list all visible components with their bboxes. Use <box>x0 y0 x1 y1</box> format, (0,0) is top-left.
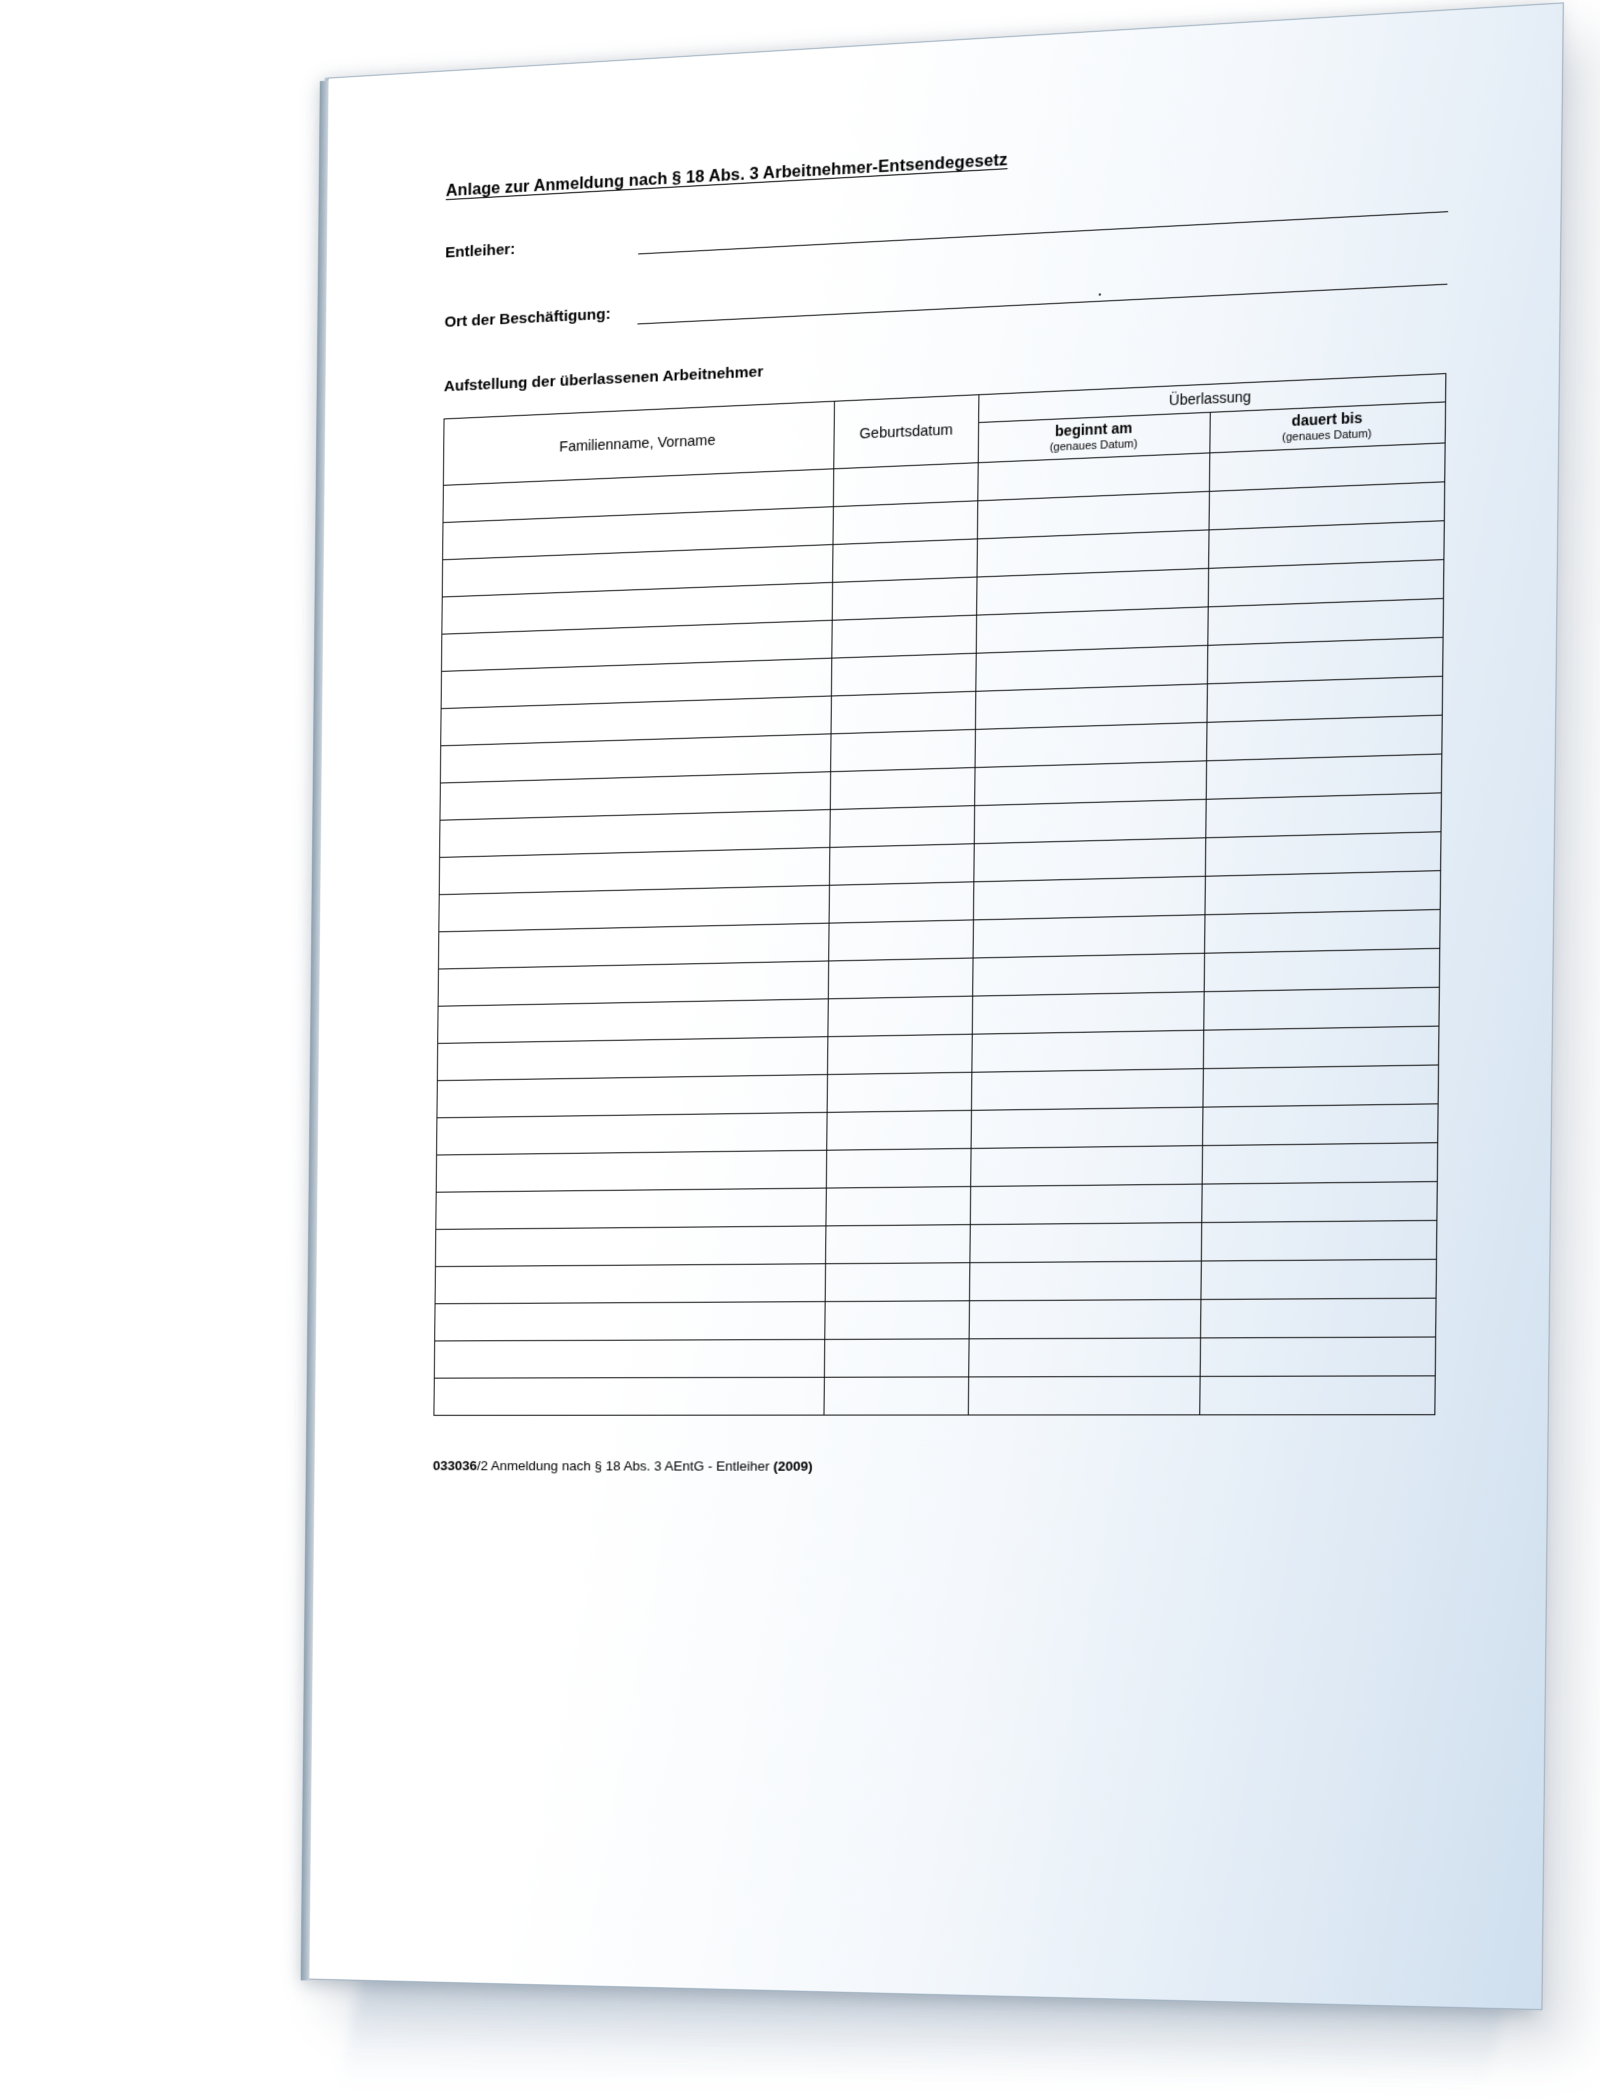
table-body <box>434 443 1445 1415</box>
table-cell[interactable] <box>435 1226 825 1267</box>
table-cell[interactable] <box>974 838 1205 882</box>
table-cell[interactable] <box>436 1188 826 1229</box>
column-header-end-label: dauert bis <box>1291 409 1363 430</box>
paper-sheet-wrapper <box>318 78 1528 1978</box>
table-cell[interactable] <box>832 615 977 658</box>
table-cell[interactable] <box>1203 987 1439 1030</box>
table-cell[interactable] <box>975 761 1206 806</box>
table-cell[interactable] <box>827 1072 972 1112</box>
field-ort-der-beschaeftigung <box>444 258 1447 334</box>
table-cell[interactable] <box>827 1034 972 1074</box>
table-cell[interactable] <box>1202 1104 1438 1146</box>
table-cell[interactable] <box>434 1377 824 1415</box>
table-cell[interactable] <box>972 1069 1203 1111</box>
table-cell[interactable] <box>833 463 978 507</box>
section-title: Aufstellung der überlassenen Arbeitnehmer <box>443 363 764 396</box>
table-cell[interactable] <box>1199 1376 1435 1415</box>
footer-description: /2 Anmeldung nach § 18 Abs. 3 AEntG - Entleiher <box>476 1458 774 1474</box>
table-cell[interactable] <box>435 1302 825 1341</box>
column-header-end-sublabel: (genaues Datum) <box>1281 427 1372 444</box>
table-cell[interactable] <box>1203 1065 1439 1107</box>
table-cell[interactable] <box>824 1339 969 1377</box>
footer-form-code: 033036 <box>432 1458 478 1474</box>
table-cell[interactable] <box>829 844 974 886</box>
table-cell[interactable] <box>828 920 973 961</box>
table-cell[interactable] <box>826 1187 971 1226</box>
page-title: Anlage zur Anmeldung nach § 18 Abs. 3 Arbeitnehmer-Entsendegesetz <box>445 150 1008 201</box>
table-cell[interactable] <box>436 1150 826 1192</box>
page-footer <box>433 1458 1435 1475</box>
table-cell[interactable] <box>974 876 1205 920</box>
table-cell[interactable] <box>831 691 976 734</box>
table-cell[interactable] <box>826 1148 971 1188</box>
table-cell[interactable] <box>824 1377 969 1415</box>
table-cell[interactable] <box>1206 715 1442 761</box>
field-entleiher <box>445 186 1448 265</box>
table-cell[interactable] <box>974 799 1205 843</box>
table-cell[interactable] <box>1203 1026 1439 1069</box>
table-cell[interactable] <box>973 915 1204 958</box>
table-cell[interactable] <box>833 501 978 545</box>
document-page <box>309 3 1562 2009</box>
table-cell[interactable] <box>827 1110 972 1150</box>
table-cell[interactable] <box>1201 1220 1437 1261</box>
table-cell[interactable] <box>1201 1182 1437 1223</box>
table-cell[interactable] <box>435 1264 825 1304</box>
table-cell[interactable] <box>830 768 975 810</box>
table-cell[interactable] <box>1200 1298 1436 1338</box>
table-cell[interactable] <box>1205 793 1441 838</box>
stray-dot-mark <box>1099 293 1101 295</box>
column-header-start-sublabel: (genaues Datum) <box>1049 437 1138 454</box>
table-cell[interactable] <box>825 1225 970 1264</box>
table-cell[interactable] <box>437 1075 827 1118</box>
column-header-birthdate: Geburtsdatum <box>834 395 980 469</box>
table-cell[interactable] <box>829 882 974 923</box>
table-cell[interactable] <box>832 577 977 620</box>
table-cell[interactable] <box>973 953 1204 996</box>
footer-year: (2009) <box>773 1458 813 1474</box>
table-cell[interactable] <box>971 1146 1202 1187</box>
table-cell[interactable] <box>828 958 973 999</box>
table-cell[interactable] <box>828 996 973 1037</box>
table-cell[interactable] <box>1204 909 1440 953</box>
field-ort-input[interactable] <box>637 258 1447 324</box>
table-cell[interactable] <box>975 722 1206 767</box>
table-cell[interactable] <box>1206 754 1442 799</box>
column-header-start-label: beginnt am <box>1054 419 1133 440</box>
table-cell[interactable] <box>972 1030 1203 1072</box>
table-cell[interactable] <box>1200 1337 1436 1376</box>
paper-sheet <box>308 2 1563 2010</box>
table-cell[interactable] <box>1205 871 1441 915</box>
table-row <box>435 1298 1436 1341</box>
table-cell[interactable] <box>970 1261 1201 1301</box>
table-cell[interactable] <box>434 1339 824 1378</box>
table-cell[interactable] <box>830 729 975 771</box>
table-cell[interactable] <box>968 1376 1199 1415</box>
table-cell[interactable] <box>970 1223 1201 1263</box>
table-cell[interactable] <box>831 653 976 696</box>
table-cell[interactable] <box>1202 1143 1438 1184</box>
field-entleiher-label: Entleiher: <box>445 240 516 262</box>
table-cell[interactable] <box>1204 948 1440 991</box>
table-cell[interactable] <box>825 1301 970 1340</box>
column-header-name: Familienname, Vorname <box>443 401 834 485</box>
table-cell[interactable] <box>1200 1259 1436 1299</box>
table-cell[interactable] <box>972 992 1203 1034</box>
table-cell[interactable] <box>437 1112 827 1155</box>
field-ort-label: Ort der Beschäftigung: <box>444 305 611 331</box>
table-cell[interactable] <box>830 806 975 848</box>
table-cell[interactable] <box>969 1338 1200 1377</box>
table-cell[interactable] <box>825 1263 970 1302</box>
field-entleiher-input[interactable] <box>638 186 1448 255</box>
table-cell[interactable] <box>971 1107 1202 1148</box>
table-cell[interactable] <box>969 1299 1200 1338</box>
column-group-header-ueberlassung: Überlassung <box>979 374 1446 423</box>
table-cell[interactable] <box>832 539 977 583</box>
table-cell[interactable] <box>1205 832 1441 877</box>
table-row <box>434 1337 1435 1378</box>
table-cell[interactable] <box>970 1184 1201 1225</box>
employee-list-table <box>433 373 1446 1416</box>
table-row <box>434 1376 1435 1415</box>
table-cell[interactable] <box>437 1037 827 1081</box>
table-row <box>435 1259 1436 1303</box>
